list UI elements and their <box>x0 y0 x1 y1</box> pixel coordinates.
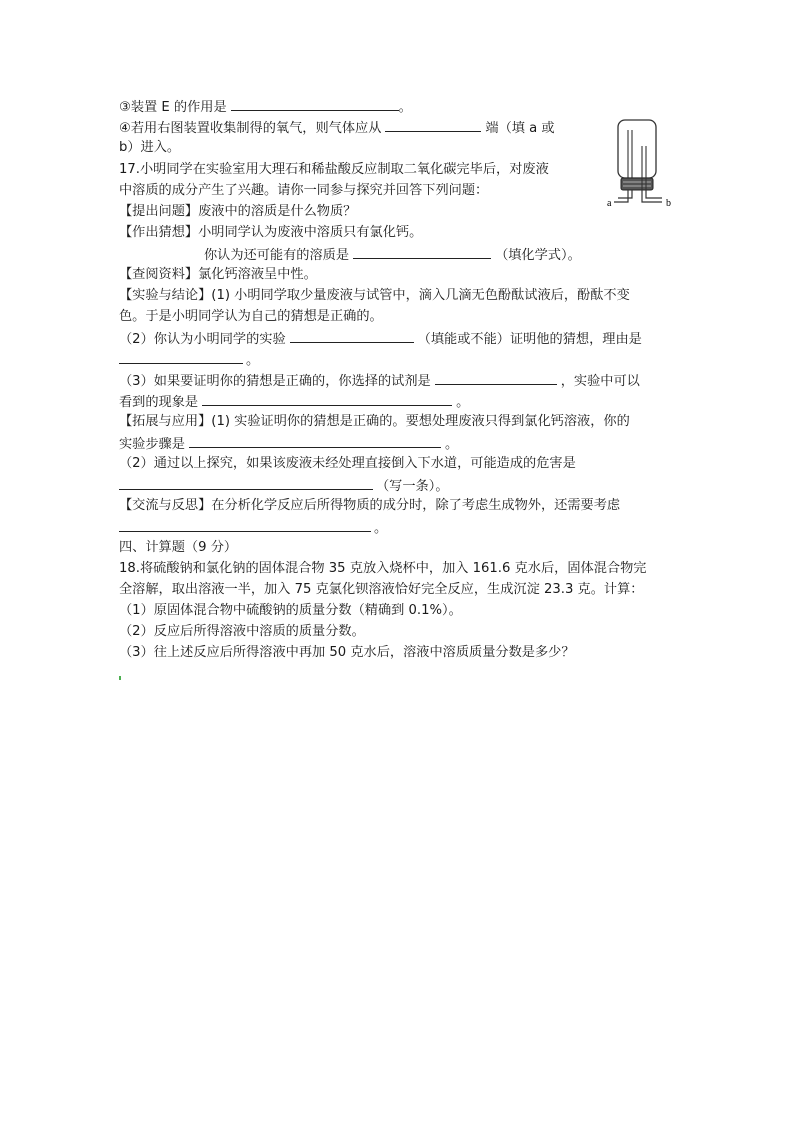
q17-exp-5 <box>119 370 640 390</box>
q16-l2a-text: ④若用右图装置收集制得的氧气，则气体应从 <box>119 121 382 136</box>
q17-app2a-text: 实验步骤是 <box>119 437 185 452</box>
q17-app4-end: （写一条）。 <box>376 479 449 494</box>
q18-line-1 <box>119 559 646 579</box>
q17-app-4 <box>119 475 449 495</box>
q17-refl-1 <box>119 496 620 516</box>
q18-line-2 <box>119 580 643 600</box>
q17-ref <box>119 265 317 285</box>
q16-l1-end: 。 <box>398 100 412 115</box>
q16-line-2 <box>119 117 555 137</box>
q17-intro2-text: 中溶质的成分产生了兴趣。请你一同参与探究并回答下列问题： <box>119 183 489 198</box>
q18-s3-text: （3）往上述反应后所得溶液中再加 50 克水后，溶液中溶质质量分数是多少？ <box>119 645 575 660</box>
answer-blank[interactable] <box>290 328 414 343</box>
gas-bottle-diagram <box>606 116 678 210</box>
q17-refl-2 <box>119 517 387 537</box>
q17-exp2-text: 色。于是小明同学认为自己的猜想是正确的。 <box>119 309 383 324</box>
q17-app3-text: （2）通过以上探究，如果该废液未经处理直接倒入下水道，可能造成的危害是 <box>119 456 576 471</box>
q18-s2-text: （2）反应后所得溶液中溶质的质量分数。 <box>119 624 365 639</box>
q17-guess2a-text: 你认为还可能有的溶质是 <box>204 248 350 263</box>
q17-guess-1 <box>119 223 422 243</box>
q17-intro-1 <box>119 160 549 180</box>
answer-blank[interactable] <box>435 370 557 385</box>
q17-app2-end: 。 <box>444 437 459 452</box>
q16-l1-text: ③装置 E 的作用是 <box>119 100 227 115</box>
q18-sub-3 <box>119 643 575 663</box>
q17-guess1-text: 【作出猜想】小明同学认为废液中溶质只有氯化钙。 <box>119 225 423 240</box>
q17-exp3b-text: （填能或不能）证明他的猜想，理由是 <box>417 332 642 347</box>
answer-blank[interactable] <box>119 475 373 490</box>
q17-exp6a-text: 看到的现象是 <box>119 395 199 410</box>
q17-ask-text: 【提出问题】废液中的溶质是什么物质？ <box>119 204 357 219</box>
q17-app-1 <box>119 412 630 432</box>
q17-exp5b-text: ，实验中可以 <box>560 374 640 389</box>
q17-intro1-text: 17.小明同学在实验室用大理石和稀盐酸反应制取二氧化碳完毕后，对废液 <box>119 162 549 177</box>
q17-guess2b-text: （填化学式）。 <box>495 248 581 263</box>
answer-blank[interactable] <box>202 391 452 406</box>
q16-l3-text: b）进入。 <box>119 140 181 155</box>
answer-blank[interactable] <box>119 349 243 364</box>
q18-l2-text: 全溶解，取出溶液一半，加入 75 克氯化钡溶液恰好完全反应，生成沉淀 23.3 克。计算： <box>119 582 644 597</box>
q17-exp4-end: 。 <box>246 353 260 368</box>
q17-refl1-text: 【交流与反思】在分析化学反应后所得物质的成分时，除了考虑生成物外，还需要考虑 <box>119 498 621 513</box>
answer-blank[interactable] <box>231 96 399 111</box>
q18-sub-2 <box>119 622 365 642</box>
answer-blank[interactable] <box>119 517 371 532</box>
q17-exp6-end: 。 <box>456 395 470 410</box>
q17-exp-2 <box>119 307 383 327</box>
section4-title-text: 四、计算题（9 分） <box>119 540 238 555</box>
q17-exp3a-text: （2）你认为小明同学的实验 <box>119 332 286 347</box>
q17-exp-4 <box>119 349 259 369</box>
q17-exp5a-text: （3）如果要证明你的猜想是正确的，你选择的试剂是 <box>119 374 431 389</box>
q17-ask <box>119 202 356 222</box>
q16-line-1 <box>119 96 412 116</box>
q16-l2b-text: 端（填 a 或 <box>485 121 555 136</box>
answer-blank[interactable] <box>385 117 481 132</box>
label-b: b <box>666 198 671 209</box>
q18-sub-1 <box>119 601 462 621</box>
q17-exp-6 <box>119 391 469 411</box>
answer-blank[interactable] <box>353 244 491 259</box>
q17-guess-2 <box>204 244 581 264</box>
q17-app-3 <box>119 454 576 474</box>
q17-ref-text: 【查阅资料】氯化钙溶液呈中性。 <box>119 267 317 282</box>
section-title <box>119 538 237 558</box>
q17-app1-text: 【拓展与应用】(1) 实验证明你的猜想是正确的。要想处理废液只得到氯化钙溶液，你的 <box>119 414 630 429</box>
q18-s1-text: （1）原固体混合物中硫酸钠的质量分数（精确到 0.1%）。 <box>119 603 462 618</box>
label-a: a <box>607 198 612 209</box>
q16-line-3 <box>119 138 180 158</box>
q17-exp-1 <box>119 286 630 306</box>
q17-refl2-end: 。 <box>374 521 388 536</box>
stray-mark <box>119 676 121 680</box>
q17-exp1-text: 【实验与结论】(1) 小明同学取少量废液与试管中，滴入几滴无色酚酞试液后，酚酞不变 <box>119 288 630 303</box>
q17-intro-2 <box>119 181 488 201</box>
q18-l1-text: 18.将硫酸钠和氯化钠的固体混合物 35 克放入烧杯中，加入 161.6 克水后，固体混合物完 <box>119 561 647 576</box>
q17-app-2 <box>119 433 458 453</box>
answer-blank[interactable] <box>189 433 441 448</box>
q17-exp-3 <box>119 328 642 348</box>
